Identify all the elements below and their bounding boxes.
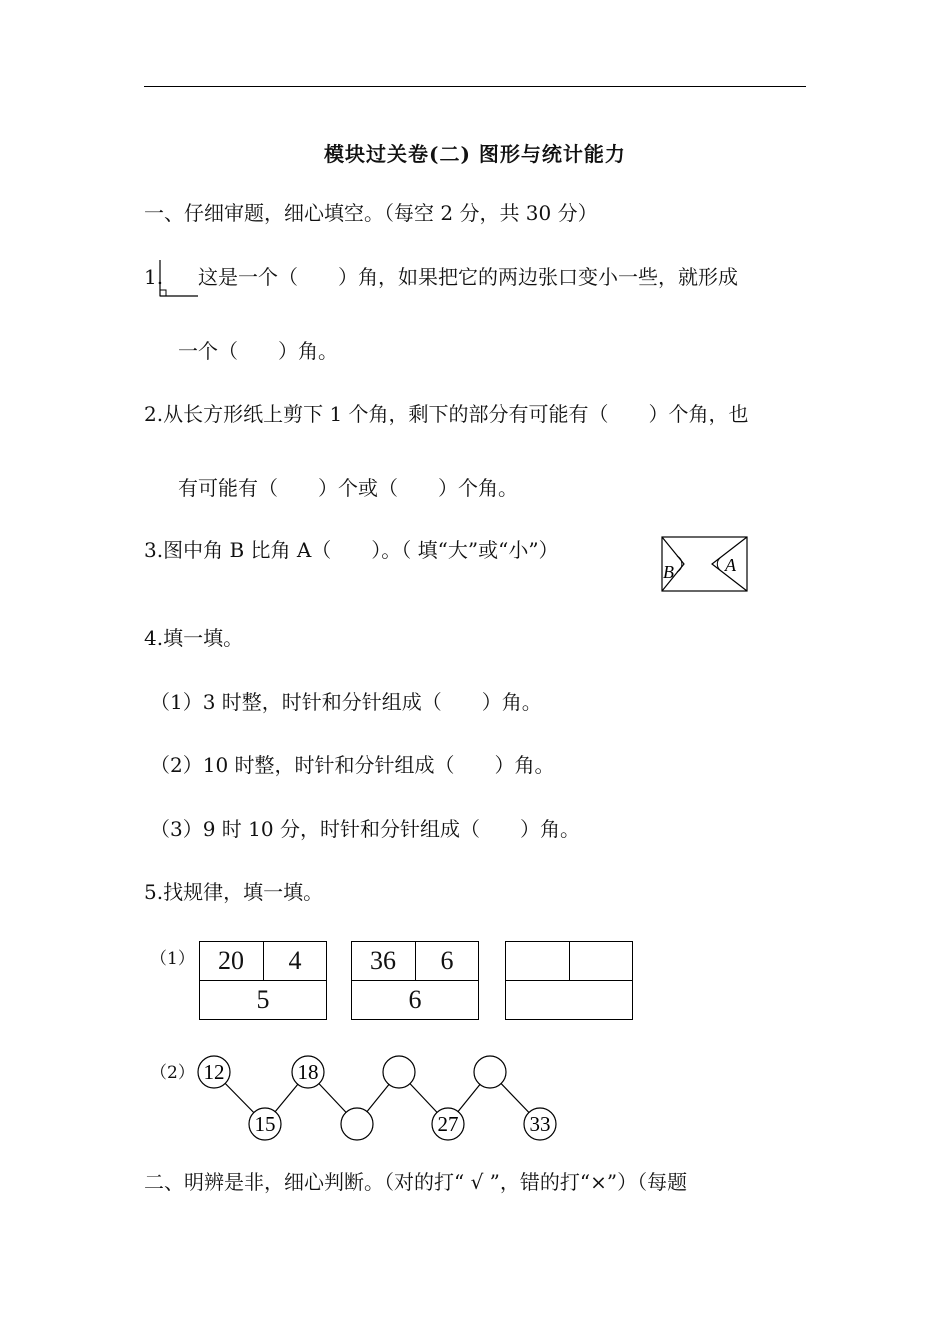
section2-heading: 二、明辨是非，细心判断。（对的打“ √ ”，错的打“×”）（每题 [144,1170,688,1194]
q1-line2: 一个（ ）角。 [178,339,338,363]
circle-8-value: 33 [529,1112,551,1136]
circle-3-value: 18 [297,1060,319,1084]
top-rule [144,86,806,87]
box1-bottom: 5 [256,985,270,1014]
q5-part2-label: （2） [150,1063,195,1083]
box2-top-left: 36 [370,946,396,975]
box1-top-right: 4 [288,946,302,975]
box1-top-left: 20 [218,946,244,975]
q1-number: 1. [144,265,164,289]
q3-text: 3.图中角 B 比角 A（ ）。（ 填“大”或“小”） [144,538,559,562]
circle-7-blank [474,1056,506,1088]
q4-heading: 4.填一填。 [144,626,244,650]
circle-5-blank [383,1056,415,1088]
page-title: 模块过关卷(二) 图形与统计能力 [324,142,626,166]
circle-2-value: 15 [254,1112,276,1136]
right-angle-figure [156,258,200,300]
section1-heading: 一、仔细审题，细心填空。（每空 2 分，共 30 分） [144,201,598,225]
q2-line1: 2.从长方形纸上剪下 1 个角，剩下的部分有可能有（ ）个角，也 [144,402,749,426]
q4-item-2: （2）10 时整，时针和分针组成（ ）角。 [150,753,555,777]
angle-comparison-figure [660,535,750,593]
q4-item-3: （3）9 时 10 分，时针和分针组成（ ）角。 [150,817,580,841]
q5-part1-label: （1） [150,949,195,969]
box2-top-right: 6 [440,946,454,975]
q5-heading: 5.找规律，填一填。 [144,880,324,904]
box2-bottom: 6 [408,985,422,1014]
q2-line2: 有可能有（ ）个或（ ）个角。 [178,476,518,500]
q1-line1: 这是一个（ ）角，如果把它的两边张口变小一些，就形成 [198,265,738,289]
angle-a-label: A [725,555,736,575]
angle-b-label: B [663,562,674,582]
circle-1-value: 12 [203,1060,225,1084]
circle-6-value: 27 [437,1112,459,1136]
q4-item-1: （1）3 时整，时针和分针组成（ ）角。 [150,690,542,714]
zigzag-number-chain [190,1045,570,1145]
circle-4-blank [341,1108,373,1140]
